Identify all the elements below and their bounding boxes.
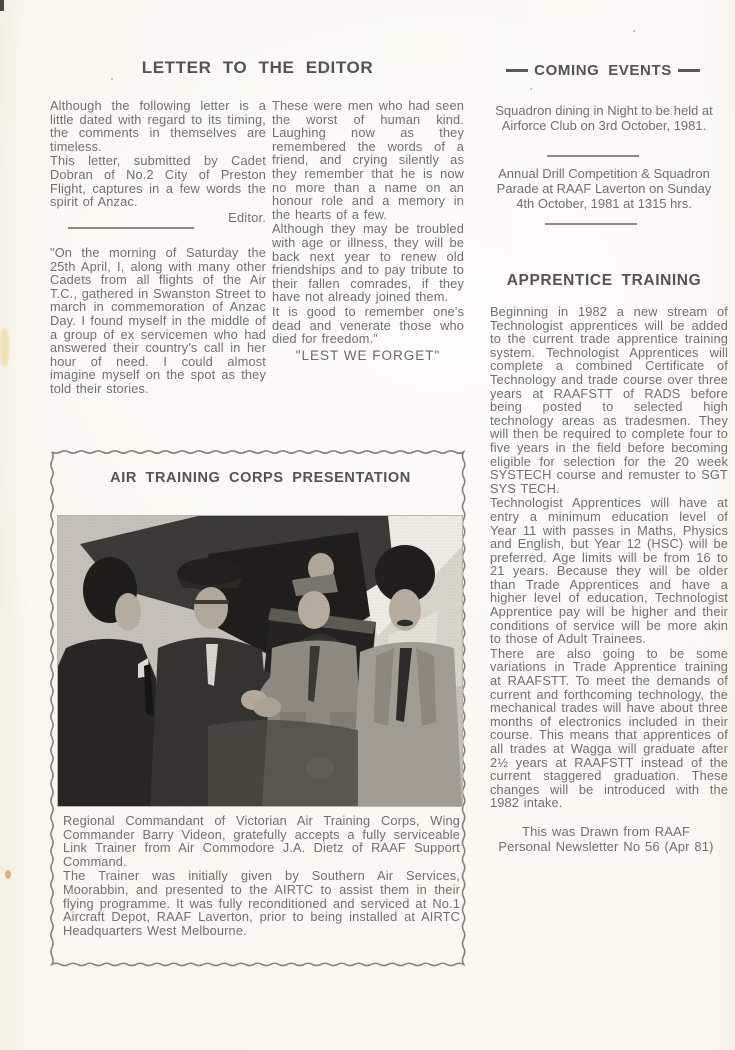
photo-illustration xyxy=(58,516,462,806)
coming-events-title: COMING EVENTS xyxy=(534,62,672,79)
caption-paragraph: The Trainer was initially given by Southern Air Services, Moorabbin, and presented to the AIRTC to assist them in their flying programme. It was fully reconditioned and serviced at No.1 Aircraft Depot, RAAF Laverton, prior to being installed at AIRTC Headquarters West Melbourne. xyxy=(63,868,460,938)
event-item: Annual Drill Competition & Squadron Parade at RAAF Laverton on Sunday 4th October, 1981 at 1315 hrs. xyxy=(496,166,712,211)
presentation-title: AIR TRAINING CORPS PRESENTATION xyxy=(110,470,411,486)
divider xyxy=(68,227,194,229)
coming-events-heading xyxy=(488,62,718,79)
divider xyxy=(547,155,639,157)
scan-speck xyxy=(530,88,532,90)
letter-intro-paragraph: This letter, submitted by Cadet Dobran of No.2 City of Preston Flight, captures in a few words the spirit of Anzac. xyxy=(50,153,266,210)
caption-paragraph: Regional Commandant of Victorian Air Training Corps, Wing Commander Barry Videon, gratefully accepts a fully serviceable Link Trainer from Air Commodore J.A. Dietz of RAAF Support Command. xyxy=(63,813,460,869)
lest-we-forget-line: "LEST WE FORGET" xyxy=(295,348,441,363)
letter-quote-paragraph: Although they may be troubled with age or illness, they will be back next year to renew old friendships and to pay tribute to their fallen comrades, if they have not already joined them. xyxy=(272,221,464,305)
apprentice-training-title: APPRENTICE TRAINING xyxy=(506,272,702,289)
dash-decoration xyxy=(506,69,528,72)
letter-intro-paragraph: Although the following letter is a little dated with regard to its timing, the comments in themselves are timeless. xyxy=(50,98,266,154)
scan-smudge xyxy=(5,870,11,879)
photo-caption xyxy=(63,814,460,938)
scan-speck xyxy=(111,78,113,80)
letter-quote-paragraph: "On the morning of Saturday the 25th April, I, along with many other Cadets from all flights of the Air T.C., gathered in Swanston Street to march in commemoration of Anzac Day. I found myself in the middle of a group of ex servicemen who had answered their country's call in her hour of need. I could almost imagine myself on the spot as they told their stories. xyxy=(50,245,266,396)
letter-quote-paragraph: It is good to remember one's dead and venerate those who died for freedom." xyxy=(272,303,464,347)
divider xyxy=(545,223,637,225)
apprentice-paragraph: Beginning in 1982 a new stream of Technologist apprentices will be added to the current trade apprentice training system. Technologist Apprentices will complete a combined Certificate of Technology and trade course over three years at RAAFSTT of RADS before being posted to selected high technology areas as tradesmen. They will then be required to complete four to five years in the field before becoming eligible for selection for the 20 week SYSTECH course and remuster to SGT SYS TECH. xyxy=(490,304,728,496)
scan-speck xyxy=(633,30,635,32)
presentation-box xyxy=(48,448,473,972)
letter-intro-column xyxy=(50,99,266,224)
letter-quote-column-2 xyxy=(272,99,464,347)
event-item: Squadron dining in Night to be held at Airforce Club on 3rd October, 1981. xyxy=(495,103,713,133)
letter-quote-column-1 xyxy=(50,246,266,397)
presentation-photo xyxy=(58,516,462,806)
apprentice-paragraph: There are also going to be some variations in Trade Apprentice training at RAAFSTT. To meet the demands of current and forthcoming technology, the mechanical trades will have about three months of electronics included in their course. This means that apprentices of all trades at Wagga will graduate after 2½ years at RAAFSTT instead of the current staggered graduation. These changes will be introduced with the 1982 intake. xyxy=(490,645,728,811)
editor-signoff: Editor. xyxy=(228,209,266,225)
scan-smudge xyxy=(0,328,9,366)
apprentice-paragraph: Technologist Apprentices will have at entry a minimum education level of Year 11 with passes in Maths, Physics and English, but Year 12 (HSC) will be preferred. Age limits will be from 16 to 21 years. Because they will be older than Trade Apprentices and have a higher level of education, Technologist Apprentice pay will be higher and their conditions of service will be more akin to those of Adult Trainees. xyxy=(490,495,728,647)
source-credit: This was Drawn from RAAF Personal Newsletter No 56 (Apr 81) xyxy=(498,823,714,854)
letter-quote-paragraph: These were men who had seen the worst of human kind. Laughing now as they remembered the words of a friend, and crying silently as they remember that he is now no more than a name on an honour role and a memory in the hearts of a few. xyxy=(272,98,464,222)
page-title: LETTER TO THE EDITOR xyxy=(141,58,374,77)
dash-decoration xyxy=(678,69,700,72)
apprentice-training-body xyxy=(490,305,728,854)
scan-corner-mark xyxy=(0,0,4,11)
